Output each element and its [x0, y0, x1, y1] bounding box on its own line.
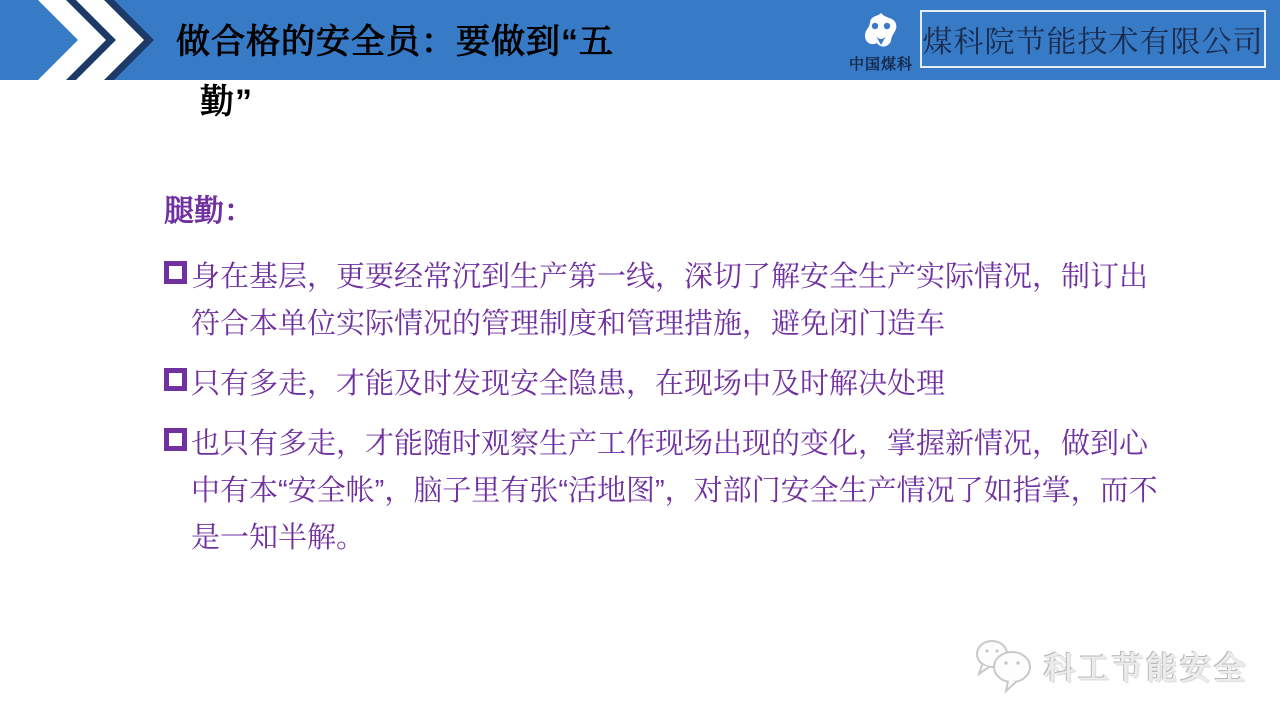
watermark-text: 科工节能安全	[1044, 650, 1248, 686]
bullet-item	[164, 254, 1174, 348]
page-title-line1: 做合格的安全员：要做到“五	[176, 23, 614, 61]
page-title	[176, 12, 614, 132]
slide-body	[164, 186, 1174, 575]
company-badge	[920, 10, 1266, 68]
square-bullet-icon	[164, 428, 187, 451]
double-chevron-icon	[0, 0, 170, 80]
company-badge-text: 煤科院节能技术有限公司	[922, 26, 1264, 59]
watermark	[970, 634, 1248, 696]
bullet-text: 身在基层，更要经常沉到生产第一线，深切了解安全生产实际情况，制订出符合本单位实际情况的管理制度和管理措施，避免闭门造车	[191, 261, 1149, 340]
bullet-text: 也只有多走，才能随时观察生产工作现场出现的变化，掌握新情况，做到心中有本“安全帐”，脑子里有张“活地图”，对部门安全生产情况了如指掌，而不是一知半解。	[191, 428, 1158, 554]
wechat-icon	[970, 634, 1038, 696]
page-title-line2: 勤”	[200, 83, 253, 121]
section-heading: 腿勤：	[164, 195, 254, 228]
ccteg-logo	[842, 12, 920, 74]
logo-label: 中国煤科	[848, 56, 913, 73]
bullet-item	[164, 421, 1174, 562]
bullet-text: 只有多走，才能及时发现安全隐患，在现场中及时解决处理	[191, 368, 946, 400]
bullet-item	[164, 361, 1174, 408]
square-bullet-icon	[164, 261, 187, 284]
ccteg-logo-icon	[858, 12, 904, 52]
square-bullet-icon	[164, 368, 187, 391]
